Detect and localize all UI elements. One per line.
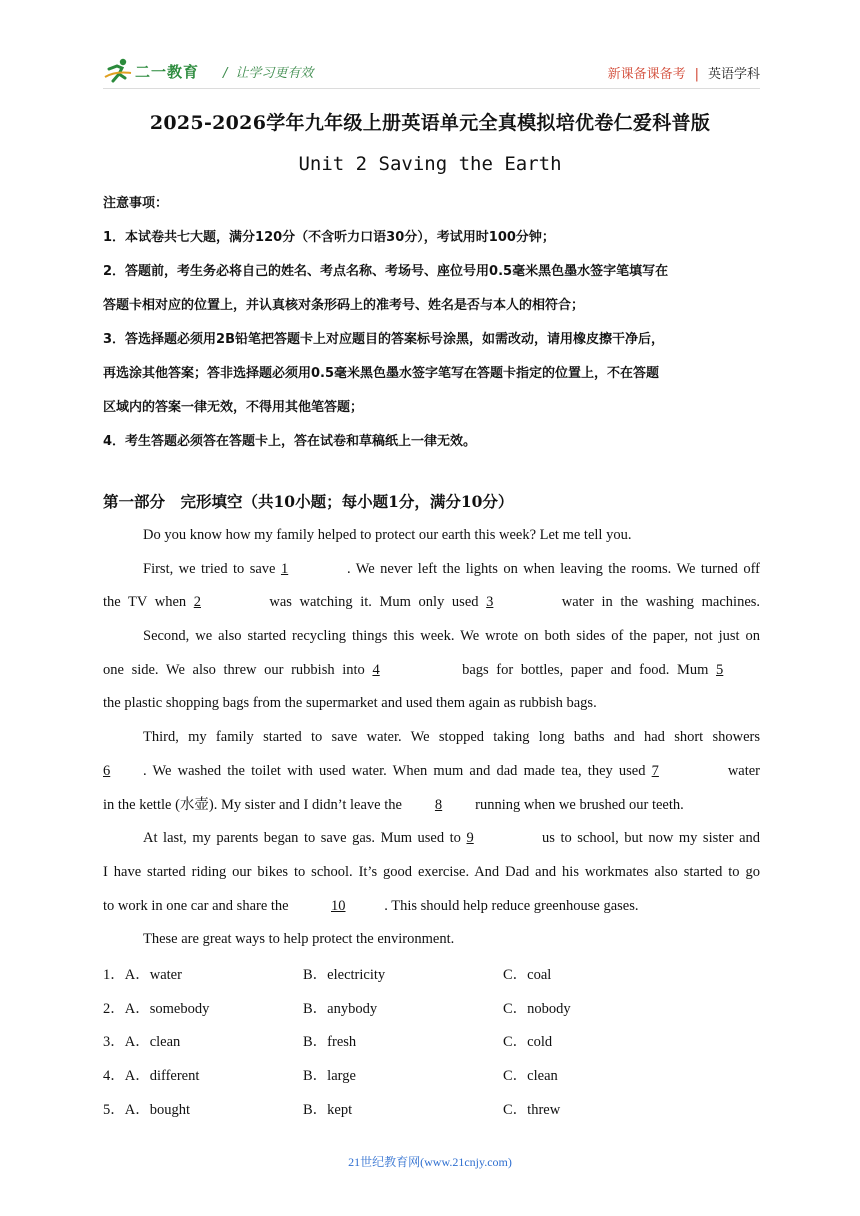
option-b: B．kept: [303, 1101, 353, 1118]
answer-options: [103, 962, 760, 1130]
passage-line: [103, 522, 760, 556]
passage-text: Do you know how my family helped to protect our earth this week? Let me tell you.: [143, 527, 632, 543]
passage-line: [103, 792, 760, 826]
option-c: C．clean: [503, 1068, 558, 1085]
slogan: [223, 62, 313, 81]
logo-text: 二一教育: [135, 62, 200, 81]
blank-5: 5: [716, 661, 724, 678]
option-b: B．electricity: [303, 967, 386, 983]
passage-text: in the kettle (水壶). My sister and I didn’t leave the: [103, 796, 402, 813]
passage-line: [103, 556, 760, 590]
passage-text: was watching it. Mum only used: [269, 594, 479, 611]
page-footer[interactable]: 21世纪教育网(www.21cnjy.com): [348, 1155, 512, 1169]
subject-label: 英语学科: [707, 67, 760, 82]
option-a: 3．A．clean: [103, 1034, 181, 1051]
blank-3: 3: [486, 594, 494, 611]
unit-title: Unit 2 Saving the Earth: [298, 153, 562, 175]
passage-text: one side. We also threw our rubbish into: [103, 661, 365, 678]
option-a: 5．A．bought: [103, 1101, 190, 1118]
course-label: 新课备课备考: [607, 67, 686, 82]
question-options-1: [103, 962, 760, 996]
note-line: 答题卡相对应的位置上，并认真核对条形码上的准考号、姓名是否与本人的相符合；: [103, 298, 585, 313]
passage-line: [103, 657, 760, 691]
passage-text: . We never left the lights on when leaving the rooms. We turned off: [346, 560, 761, 577]
blank-1: 1: [280, 560, 289, 577]
passage-text: the TV when: [103, 594, 187, 611]
header-right: [608, 63, 760, 82]
option-b: B．anybody: [303, 1000, 378, 1017]
passage-text: . We washed the toilet with used water. When mum and dad made tea, they used: [143, 762, 646, 779]
slogan-text: 让学习更有效: [235, 66, 314, 81]
note-line: 1．本试卷共七大题，满分120分（不含听力口语30分），考试用时100分钟；: [103, 230, 555, 245]
passage-text: . This should help reduce greenhouse gases.: [384, 897, 639, 914]
passage-line: [103, 926, 760, 960]
note-line: 区域内的答案一律无效，不得用其他笔答题；: [103, 400, 364, 415]
page-title: 2025-2026学年九年级上册英语单元全真模拟培优卷仁爱科普版: [149, 112, 711, 134]
brand-logo: [103, 57, 199, 85]
cloze-passage: [103, 522, 760, 960]
passage-text: the plastic shopping bags from the supermarket and used them again as rubbish bags.: [103, 695, 597, 712]
option-c: C．nobody: [503, 1000, 571, 1017]
passage-line: [103, 623, 760, 657]
note-line: 4．考生答题必须答在答题卡上，答在试卷和草稿纸上一律无效。: [103, 434, 477, 449]
blank-6: 6: [103, 762, 111, 779]
header-divider: [103, 88, 760, 89]
passage-line: [103, 859, 760, 893]
option-c: C．coal: [503, 967, 552, 983]
option-a: 1．A．water: [103, 967, 182, 983]
note-line: 3．答选择题必须用2B铅笔把答题卡上对应题目的答案标号涂黑，如需改动，请用橡皮擦干净后，: [103, 332, 665, 347]
passage-line: [103, 758, 760, 792]
passage-text: water: [727, 762, 761, 779]
option-b: B．large: [303, 1068, 356, 1085]
note-line: 再选涂其他答案；答非选择题必须用0.5毫米黑色墨水签字笔写在答题卡指定的位置上，不在答题: [103, 366, 660, 381]
passage-text: running when we brushed our teeth.: [475, 796, 684, 813]
option-a: 2．A．somebody: [103, 1000, 210, 1017]
passage-text: At last, my parents began to save gas. Mum used to: [143, 830, 461, 847]
section-heading: 第一部分 完形填空（共10小题；每小题1分，满分10分）: [103, 492, 514, 511]
blank-4: 4: [372, 661, 380, 678]
passage-text: Second, we also started recycling things this week. We wrote on both sides of the paper, not just on: [143, 628, 760, 645]
blank-8: 8: [434, 796, 443, 813]
page-header: [103, 55, 760, 89]
passage-text: First, we tried to save: [143, 560, 276, 577]
passage-text: These are great ways to help protect the environment.: [143, 931, 455, 948]
note-line: 2．答题前，考生务必将自己的姓名、考点名称、考场号、座位号用0.5毫米黑色墨水签字笔填写在: [103, 264, 669, 279]
blank-10: 10: [331, 897, 346, 914]
question-options-2: [103, 996, 760, 1030]
notes-heading: 注意事项：: [103, 196, 169, 211]
option-b: B．fresh: [303, 1034, 357, 1051]
question-options-5: [103, 1097, 760, 1131]
passage-text: I have started riding our bikes to school. It’s good exercise. And Dad and his workmates also started to go: [103, 863, 760, 880]
passage-line: [103, 690, 760, 724]
question-options-3: [103, 1029, 760, 1063]
passage-text: bags for bottles, paper and food. Mum: [462, 661, 709, 678]
passage-text: to work in one car and share the: [103, 897, 289, 914]
option-c: C．cold: [503, 1034, 553, 1051]
option-c: C．threw: [503, 1101, 561, 1118]
runner-logo-icon: [103, 57, 133, 85]
blank-7: 7: [651, 762, 659, 779]
passage-text: Third, my family started to save water. We stopped taking long baths and had short showers: [143, 729, 760, 746]
passage-line: [103, 893, 760, 927]
passage-line: [103, 589, 760, 623]
passage-line: [103, 825, 760, 859]
question-options-4: [103, 1063, 760, 1097]
passage-text: us to school, but now my sister and: [542, 830, 761, 847]
header-separator: |: [694, 67, 699, 82]
slogan-slash: /: [223, 66, 228, 81]
exam-notes: [103, 192, 763, 464]
passage-line: [103, 724, 760, 758]
passage-text: water in the washing machines.: [561, 594, 761, 611]
option-a: 4．A．different: [103, 1068, 200, 1085]
blank-2: 2: [193, 594, 201, 611]
blank-9: 9: [466, 830, 474, 847]
